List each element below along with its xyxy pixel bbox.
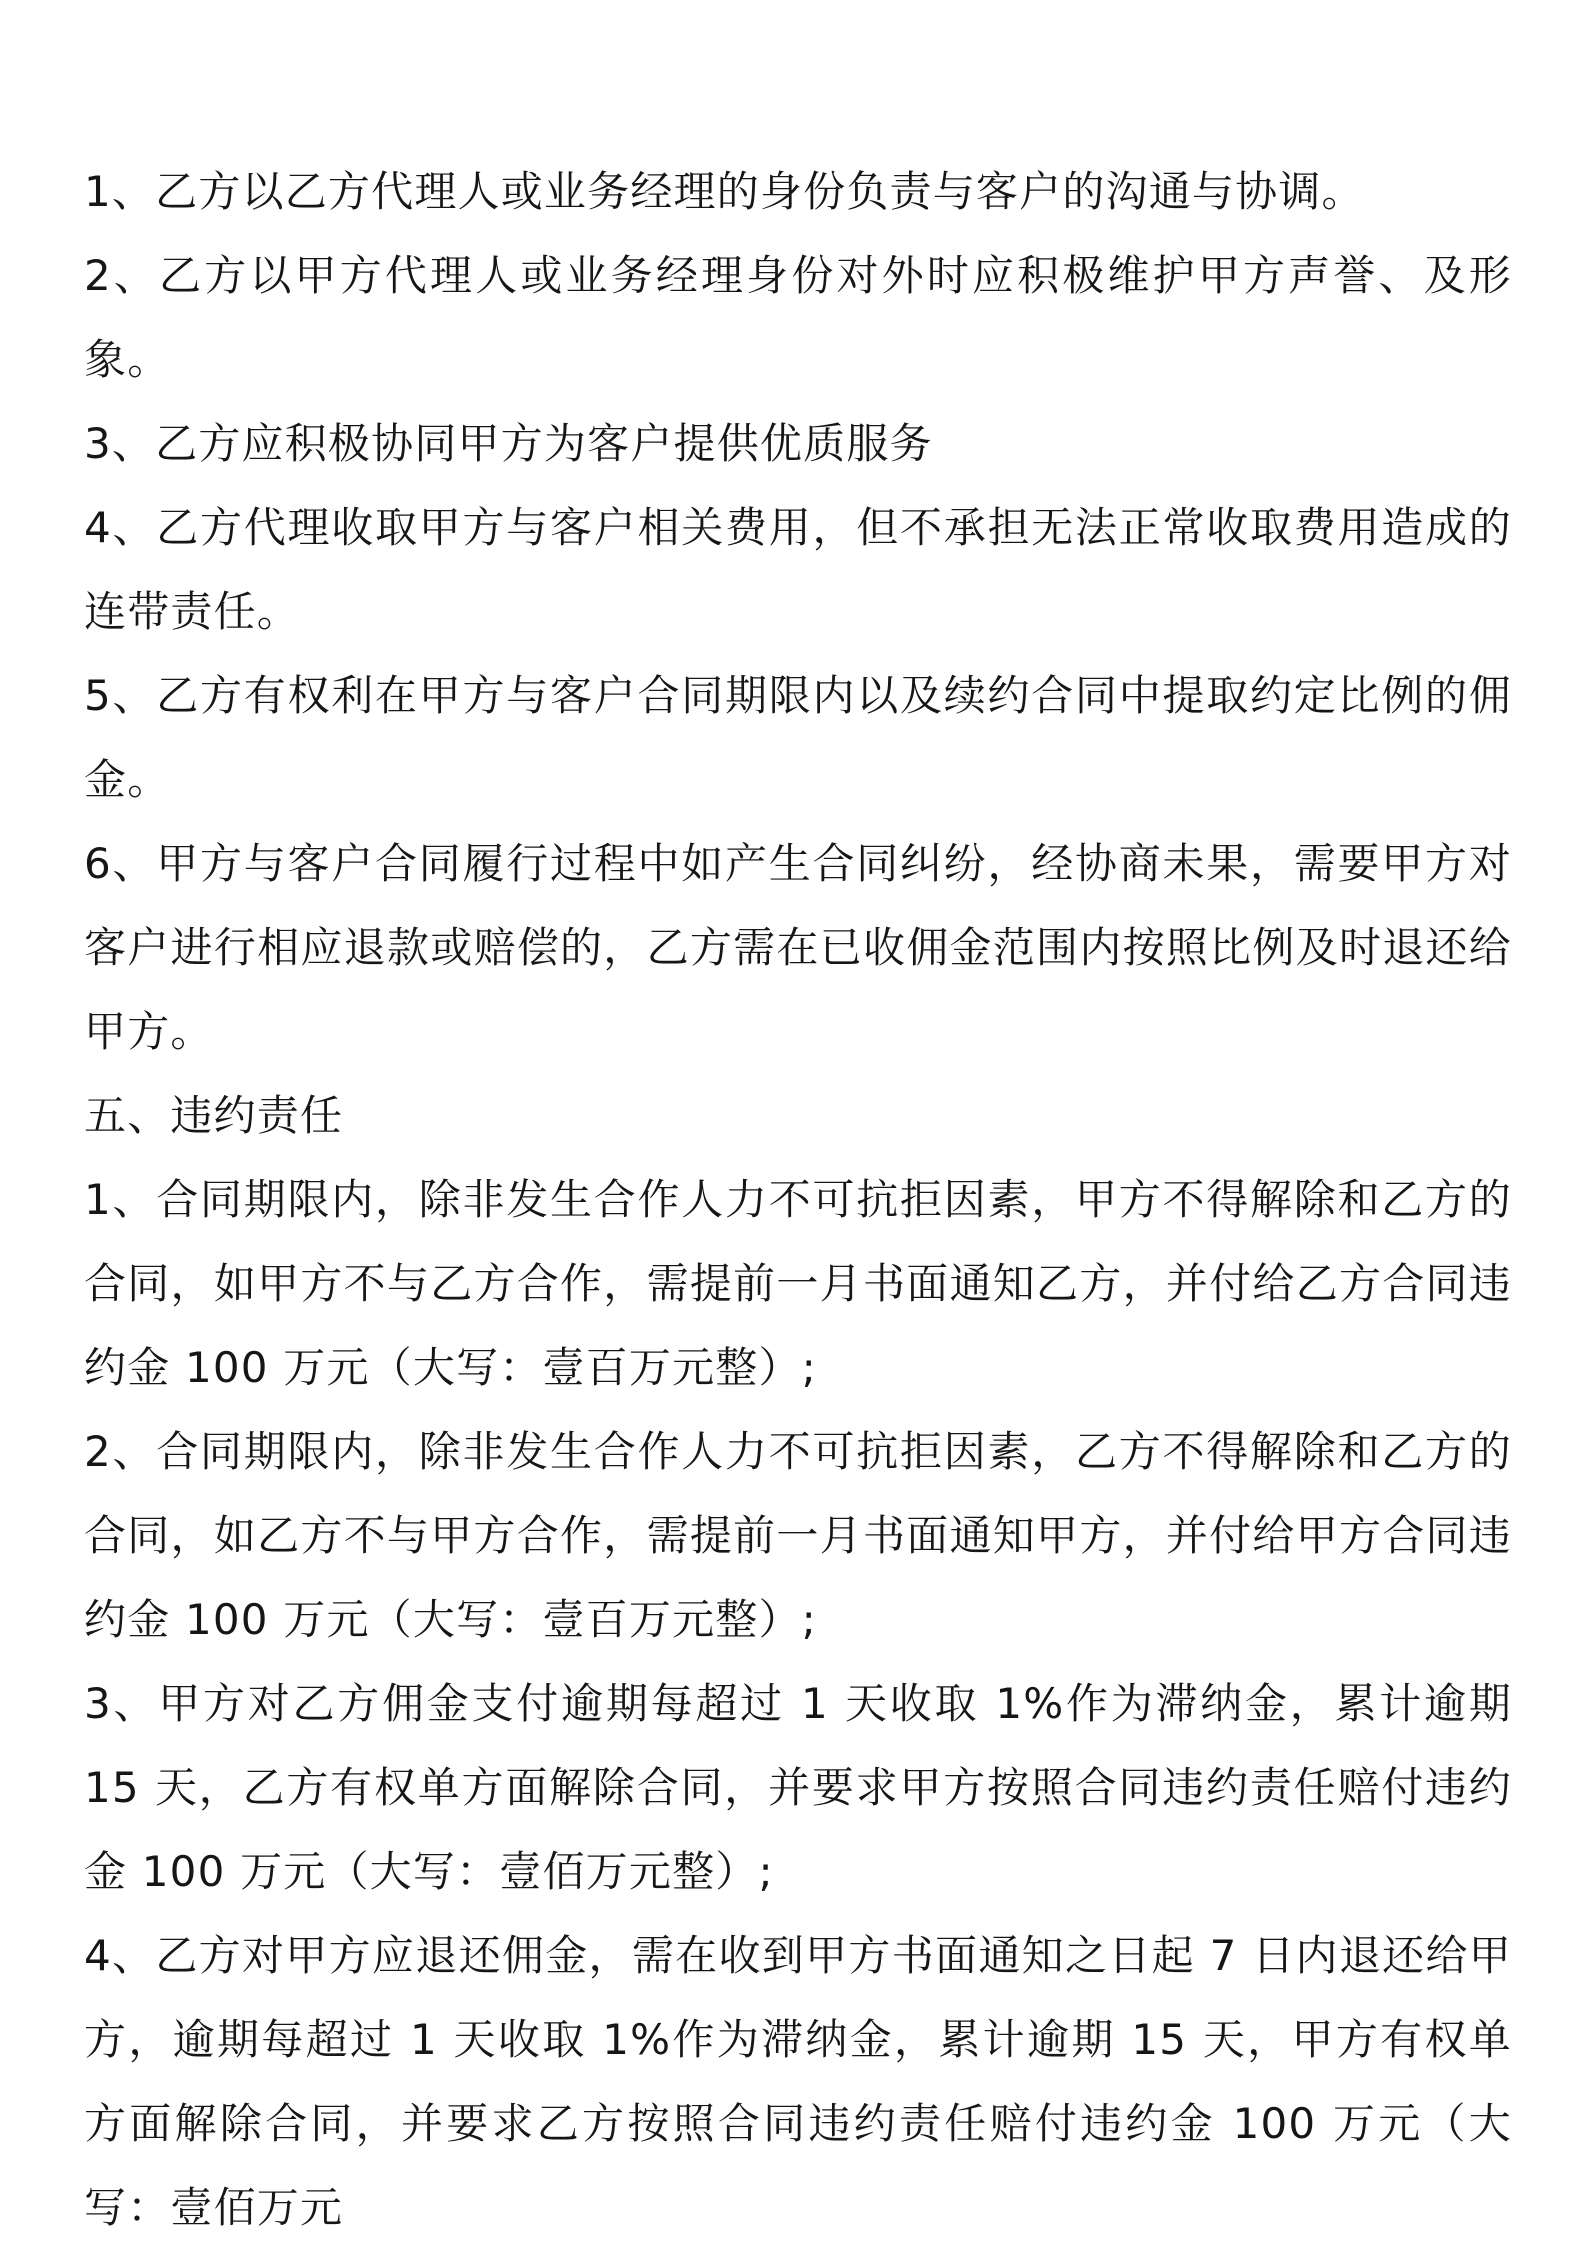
clause-breach-2: 2、合同期限内，除非发生合作人力不可抗拒因素，乙方不得解除和乙方的合同，如乙方不与甲方合作，需提前一月书面通知甲方，并付给甲方合同违约金 100 万元（大写：壹百万元整）; [84,1427,1512,1644]
clause-duty-1: 1、乙方以乙方代理人或业务经理的身份负责与客户的沟通与协调。 [84,167,1365,216]
section-heading-breach: 五、违约责任 [84,1091,344,1140]
clause-breach-3: 3、甲方对乙方佣金支付逾期每超过 1 天收取 1%作为滞纳金，累计逾期 15 天，乙方有权单方面解除合同，并要求甲方按照合同违约责任赔付违约金 100 万元（大写：壹佰万元整）; [84,1679,1512,1896]
clause-duty-6: 6、甲方与客户合同履行过程中如产生合同纠纷，经协商未果，需要甲方对客户进行相应退款或赔偿的，乙方需在已收佣金范围内按照比例及时退还给甲方。 [84,839,1512,1056]
clause-breach-1: 1、合同期限内，除非发生合作人力不可抗拒因素，甲方不得解除和乙方的合同，如甲方不与乙方合作，需提前一月书面通知乙方，并付给乙方合同违约金 100 万元（大写：壹百万元整）; [84,1175,1512,1392]
clause-breach-4: 4、乙方对甲方应退还佣金，需在收到甲方书面通知之日起 7 日内退还给甲方，逾期每超过 1 天收取 1%作为滞纳金，累计逾期 15 天，甲方有权单方面解除合同，并要求乙方按照合同违约责任赔付违约金 100 万元（大写：壹佰万元 [84,1931,1512,2232]
document-body [84,150,1512,2250]
clause-duty-5: 5、乙方有权利在甲方与客户合同期限内以及续约合同中提取约定比例的佣金。 [84,671,1512,804]
clause-duty-3: 3、乙方应积极协同甲方为客户提供优质服务 [84,419,933,468]
clause-duty-2: 2、乙方以甲方代理人或业务经理身份对外时应积极维护甲方声誉、及形象。 [84,251,1512,384]
clause-duty-4: 4、乙方代理收取甲方与客户相关费用，但不承担无法正常收取费用造成的连带责任。 [84,503,1512,636]
